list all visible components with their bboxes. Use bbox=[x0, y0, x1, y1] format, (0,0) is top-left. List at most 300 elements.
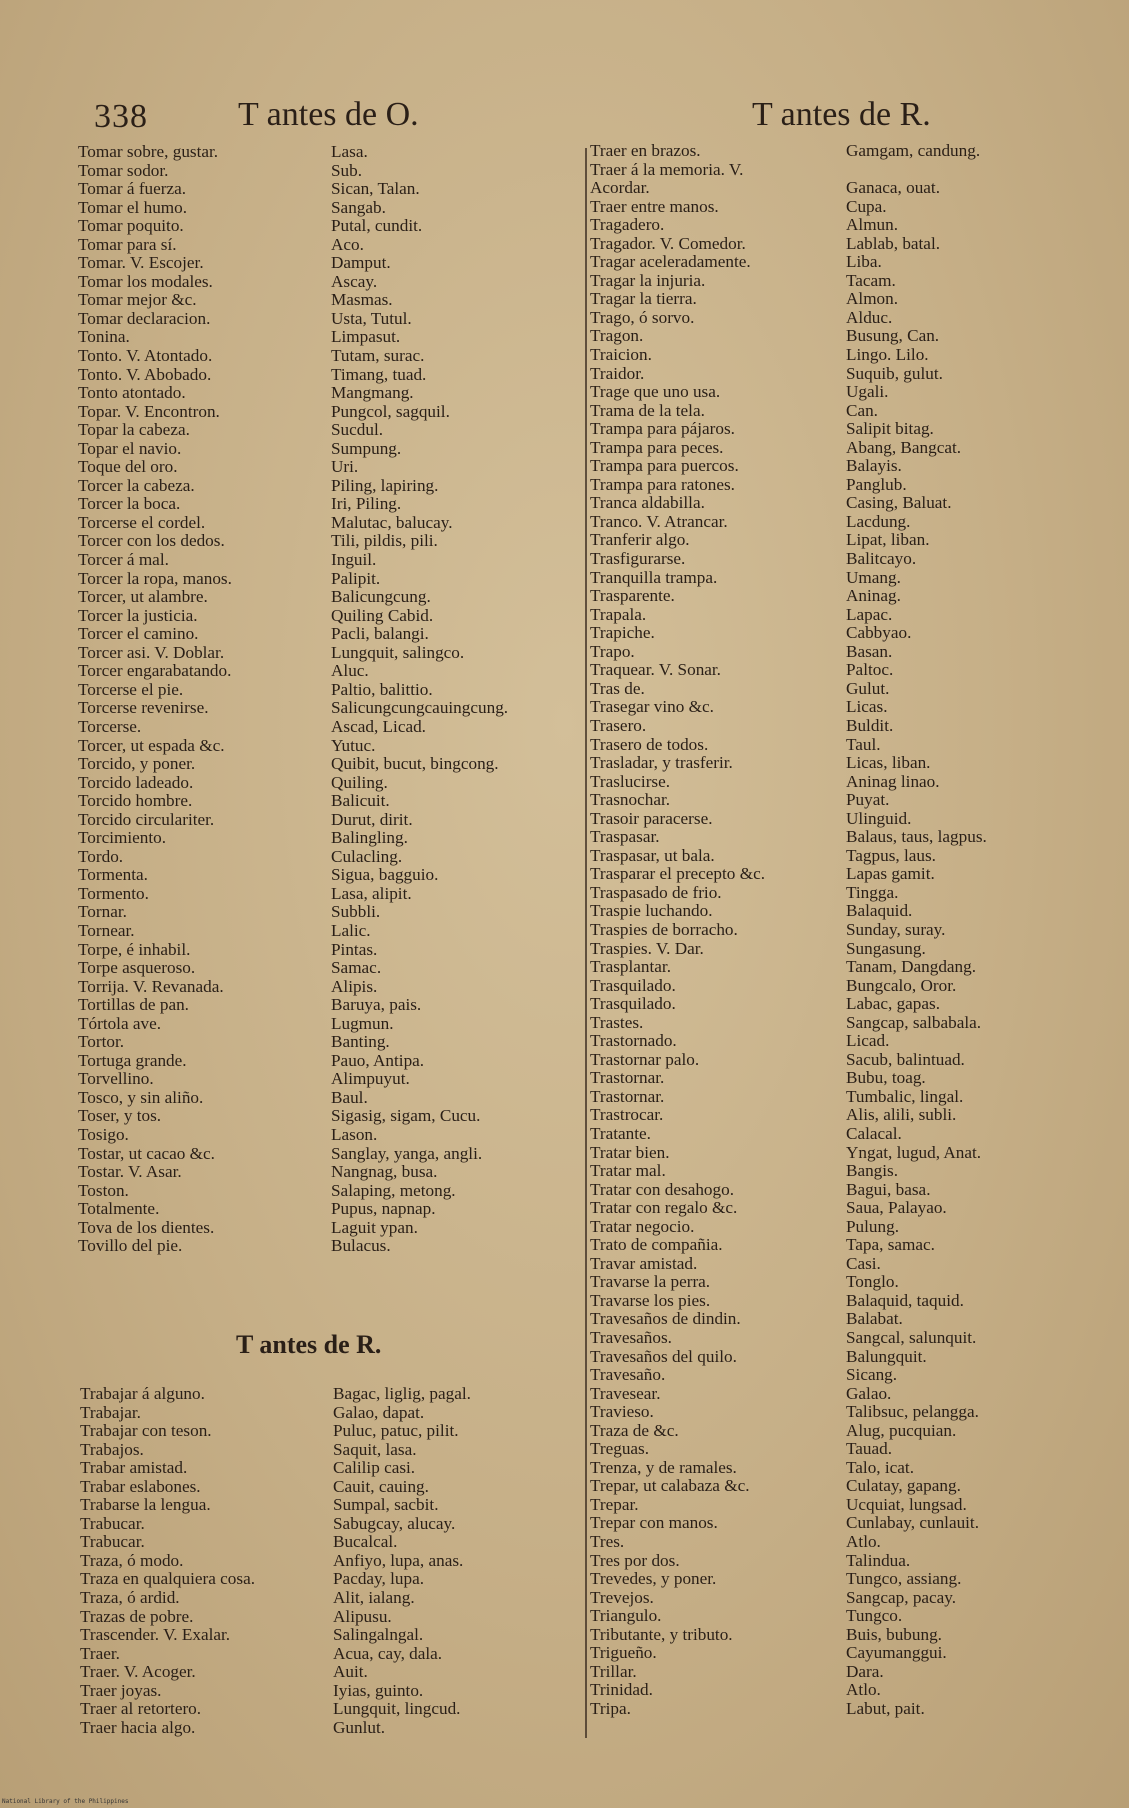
pampango-translation: Cupa. bbox=[846, 197, 887, 216]
dictionary-entry bbox=[78, 310, 578, 329]
pampango-translation: Ascad, Licad. bbox=[331, 717, 426, 736]
dictionary-entry bbox=[80, 1663, 580, 1682]
spanish-term: Tostar. V. Asar. bbox=[78, 1163, 182, 1182]
spanish-term: Travesaño. bbox=[590, 1366, 666, 1385]
spanish-term: Traer al retortero. bbox=[80, 1700, 202, 1719]
spanish-term: Trapo. bbox=[590, 642, 635, 661]
dictionary-entry bbox=[590, 1329, 1045, 1348]
pampango-translation: Quiling. bbox=[331, 773, 388, 792]
dictionary-entry bbox=[590, 1162, 1045, 1181]
pampango-translation bbox=[846, 161, 1045, 180]
dictionary-entry bbox=[78, 941, 578, 960]
spanish-term: Tratar bien. bbox=[590, 1143, 670, 1162]
spanish-term: Traer. bbox=[80, 1644, 120, 1663]
pampango-translation: Salingalngal. bbox=[333, 1626, 424, 1645]
left-bottom-entries bbox=[80, 1385, 580, 1737]
dictionary-entry bbox=[590, 550, 1045, 569]
spanish-term: Traicion. bbox=[590, 346, 652, 365]
pampango-translation: Putal, cundit. bbox=[331, 217, 423, 236]
pampango-translation: Auit. bbox=[333, 1663, 368, 1682]
pampango-translation: Salicungcungcauingcung. bbox=[331, 699, 509, 718]
dictionary-entry bbox=[80, 1626, 580, 1645]
pampango-translation: Cayumanggui. bbox=[846, 1644, 947, 1663]
spanish-term: Trasquilado. bbox=[590, 995, 676, 1014]
pampango-translation: Lason. bbox=[331, 1125, 378, 1144]
spanish-term: Traspasar, ut bala. bbox=[590, 846, 715, 865]
spanish-term: Tormenta. bbox=[78, 866, 148, 885]
pampango-translation: Lipat, liban. bbox=[846, 531, 930, 550]
dictionary-entry bbox=[590, 717, 1045, 736]
dictionary-entry bbox=[590, 1663, 1045, 1682]
spanish-term: Tosigo. bbox=[78, 1125, 129, 1144]
dictionary-entry bbox=[590, 142, 1045, 161]
pampango-translation: Bangis. bbox=[846, 1162, 899, 1181]
pampango-translation: Galao. bbox=[846, 1384, 892, 1403]
pampango-translation: Balitcayo. bbox=[846, 550, 917, 569]
spanish-term: Trabajos. bbox=[80, 1440, 144, 1459]
pampango-translation: Ucquiat, lungsad. bbox=[846, 1495, 967, 1514]
spanish-term: Trigueño. bbox=[590, 1644, 657, 1663]
spanish-term: Trastornar palo. bbox=[590, 1050, 700, 1069]
spanish-term: Traza, ó ardid. bbox=[80, 1589, 180, 1608]
spanish-term: Tranco. V. Atrancar. bbox=[590, 512, 728, 531]
pampango-translation: Aco. bbox=[331, 235, 364, 254]
spanish-term: Tranca aldabilla. bbox=[590, 494, 705, 513]
footer-credit: National Library of the Philippines bbox=[2, 1798, 129, 1805]
spanish-term: Tras de. bbox=[590, 679, 645, 698]
spanish-term: Trepar, ut calabaza &c. bbox=[590, 1477, 750, 1496]
spanish-term: Trenza, y de ramales. bbox=[590, 1458, 737, 1477]
pampango-translation: Tacam. bbox=[846, 271, 896, 290]
spanish-term: Torcer la cabeza. bbox=[78, 476, 195, 495]
pampango-translation: Pulung. bbox=[846, 1217, 900, 1236]
spanish-term: Tragar la tierra. bbox=[590, 290, 697, 309]
pampango-translation: Tungco, assiang. bbox=[846, 1570, 962, 1589]
column-divider bbox=[585, 148, 587, 1738]
spanish-term: Tragar la injuria. bbox=[590, 271, 706, 290]
pampango-translation: Tili, pildis, pili. bbox=[331, 532, 438, 551]
pampango-translation: Gunlut. bbox=[333, 1718, 386, 1737]
dictionary-entry bbox=[78, 236, 578, 255]
dictionary-entry bbox=[78, 495, 578, 514]
pampango-translation: Busung, Can. bbox=[846, 327, 940, 346]
left-heading: T antes de O. bbox=[238, 96, 419, 133]
pampango-translation: Banting. bbox=[331, 1033, 390, 1052]
dictionary-entry bbox=[78, 792, 578, 811]
spanish-term: Acordar. bbox=[590, 179, 650, 198]
spanish-term: Trasero. bbox=[590, 716, 647, 735]
spanish-term: Torpe asqueroso. bbox=[78, 959, 196, 978]
dictionary-entry bbox=[590, 1032, 1045, 1051]
dictionary-entry bbox=[78, 1033, 578, 1052]
spanish-term: Tripa. bbox=[590, 1699, 631, 1718]
spanish-term: Tomar declaracion. bbox=[78, 309, 211, 328]
spanish-term: Trampa para puercos. bbox=[590, 457, 739, 476]
spanish-term: Torcido hombre. bbox=[78, 792, 193, 811]
pampango-translation: Culatay, gapang. bbox=[846, 1477, 961, 1496]
pampango-translation: Puyat. bbox=[846, 791, 890, 810]
pampango-translation: Iri, Piling. bbox=[331, 495, 402, 514]
spanish-term: Tratar con desahogo. bbox=[590, 1180, 734, 1199]
spanish-term: Tórtola ave. bbox=[78, 1014, 162, 1033]
spanish-term: Tortuga grande. bbox=[78, 1051, 187, 1070]
spanish-term: Traer hacia algo. bbox=[80, 1718, 196, 1737]
spanish-term: Trabucar. bbox=[80, 1514, 145, 1533]
spanish-term: Trabar eslabones. bbox=[80, 1477, 201, 1496]
spanish-term: Trasnochar. bbox=[590, 791, 671, 810]
dictionary-entry bbox=[80, 1496, 580, 1515]
dictionary-entry bbox=[78, 662, 578, 681]
dictionary-entry bbox=[590, 513, 1045, 532]
spanish-term: Travesaños de dindin. bbox=[590, 1310, 741, 1329]
dictionary-entry bbox=[78, 1237, 578, 1256]
dictionary-entry bbox=[590, 810, 1045, 829]
dictionary-entry bbox=[590, 1514, 1045, 1533]
dictionary-entry bbox=[78, 996, 578, 1015]
spanish-term: Tres por dos. bbox=[590, 1551, 680, 1570]
dictionary-entry bbox=[590, 1681, 1045, 1700]
spanish-term: Tomar sobre, gustar. bbox=[78, 143, 219, 161]
dictionary-entry bbox=[590, 587, 1045, 606]
pampango-translation: Laguit ypan. bbox=[331, 1218, 418, 1237]
spanish-term: Tosco, y sin aliño. bbox=[78, 1088, 204, 1107]
pampango-translation: Yngat, lugud, Anat. bbox=[846, 1143, 982, 1162]
pampango-translation: Tanam, Dangdang. bbox=[846, 958, 977, 977]
pampango-translation: Buis, bubung. bbox=[846, 1625, 942, 1644]
pampango-translation: Liba. bbox=[846, 253, 882, 272]
spanish-term: Trasladar, y trasferir. bbox=[590, 754, 733, 773]
pampango-translation: Alimpuyut. bbox=[331, 1070, 410, 1089]
spanish-term: Torcer con los dedos. bbox=[78, 532, 225, 551]
dictionary-entry bbox=[590, 420, 1045, 439]
dictionary-entry bbox=[78, 366, 578, 385]
dictionary-entry bbox=[80, 1385, 580, 1404]
pampango-translation: Licas, liban. bbox=[846, 754, 931, 773]
spanish-term: Trago, ó sorvo. bbox=[590, 308, 695, 327]
dictionary-entry bbox=[590, 476, 1045, 495]
pampango-translation: Baruya, pais. bbox=[331, 996, 422, 1015]
pampango-translation: Labac, gapas. bbox=[846, 995, 941, 1014]
spanish-term: Tortor. bbox=[78, 1033, 125, 1052]
spanish-term: Trillar. bbox=[590, 1662, 637, 1681]
spanish-term: Trabucar. bbox=[80, 1533, 145, 1552]
pampango-translation: Ulinguid. bbox=[846, 809, 912, 828]
spanish-term: Trastes. bbox=[590, 1013, 644, 1032]
pampango-translation: Yutuc. bbox=[331, 736, 376, 755]
dictionary-entry bbox=[590, 457, 1045, 476]
dictionary-entry bbox=[80, 1645, 580, 1664]
spanish-term: Trasoir paracerse. bbox=[590, 809, 713, 828]
spanish-term: Torcer la justicia. bbox=[78, 606, 198, 625]
dictionary-entry bbox=[78, 1070, 578, 1089]
dictionary-entry bbox=[80, 1570, 580, 1589]
pampango-translation: Balicuit. bbox=[331, 792, 390, 811]
pampango-translation: Galao, dapat. bbox=[333, 1403, 425, 1422]
dictionary-entry bbox=[78, 978, 578, 997]
dictionary-entry bbox=[80, 1422, 580, 1441]
dictionary-entry bbox=[78, 384, 578, 403]
pampango-translation: Balabat. bbox=[846, 1310, 903, 1329]
dictionary-entry bbox=[590, 439, 1045, 458]
spanish-term: Tomar á fuerza. bbox=[78, 180, 187, 199]
spanish-term: Torcer la ropa, manos. bbox=[78, 569, 232, 588]
spanish-term: Torpe, é inhabil. bbox=[78, 940, 191, 959]
dictionary-entry bbox=[78, 1145, 578, 1164]
pampango-translation: Culacling. bbox=[331, 847, 403, 866]
dictionary-entry bbox=[78, 217, 578, 236]
spanish-term: Trasplantar. bbox=[590, 958, 672, 977]
dictionary-entry bbox=[590, 624, 1045, 643]
dictionary-entry bbox=[590, 1348, 1045, 1367]
spanish-term: Trasfigurarse. bbox=[590, 550, 686, 569]
pampango-translation: Iyias, guinto. bbox=[333, 1681, 424, 1700]
pampango-translation: Aluc. bbox=[331, 662, 369, 681]
pampango-translation: Pintas. bbox=[331, 940, 378, 959]
spanish-term: Trastornar. bbox=[590, 1069, 665, 1088]
pampango-translation: Tapa, samac. bbox=[846, 1236, 935, 1255]
spanish-term: Travarse los pies. bbox=[590, 1291, 711, 1310]
dictionary-entry bbox=[80, 1441, 580, 1460]
pampango-translation: Cauit, cauing. bbox=[333, 1477, 429, 1496]
dictionary-entry bbox=[590, 828, 1045, 847]
spanish-term: Tonto. V. Abobado. bbox=[78, 365, 212, 384]
dictionary-entry bbox=[80, 1700, 580, 1719]
dictionary-entry bbox=[590, 327, 1045, 346]
dictionary-entry bbox=[590, 921, 1045, 940]
spanish-term: Tortillas de pan. bbox=[78, 996, 189, 1015]
dictionary-entry bbox=[80, 1552, 580, 1571]
dictionary-entry bbox=[80, 1459, 580, 1478]
pampango-translation: Lasa. bbox=[331, 143, 368, 161]
spanish-term: Tragador. V. Comedor. bbox=[590, 234, 746, 253]
pampango-translation: Abang, Bangcat. bbox=[846, 438, 962, 457]
dictionary-entry bbox=[590, 1088, 1045, 1107]
pampango-translation: Baul. bbox=[331, 1088, 368, 1107]
pampango-translation: Cunlabay, cunlauit. bbox=[846, 1514, 980, 1533]
spanish-term: Tragadero. bbox=[590, 216, 665, 235]
spanish-term: Trabajar con teson. bbox=[80, 1422, 212, 1441]
spanish-term: Travieso. bbox=[590, 1403, 654, 1422]
pampango-translation: Alug, pucquian. bbox=[846, 1421, 957, 1440]
pampango-translation: Quiling Cabid. bbox=[331, 606, 434, 625]
spanish-term: Torcido ladeado. bbox=[78, 773, 194, 792]
pampango-translation: Pacli, balangi. bbox=[331, 625, 429, 644]
pampango-translation: Can. bbox=[846, 401, 878, 420]
dictionary-entry bbox=[78, 551, 578, 570]
spanish-term: Trabar amistad. bbox=[80, 1459, 188, 1478]
dictionary-entry bbox=[590, 1255, 1045, 1274]
spanish-term: Traspie luchando. bbox=[590, 902, 713, 921]
dictionary-entry bbox=[590, 606, 1045, 625]
spanish-term: Trepar con manos. bbox=[590, 1514, 718, 1533]
dictionary-entry bbox=[590, 754, 1045, 773]
pampango-translation: Balaquid. bbox=[846, 902, 913, 921]
pampango-translation: Inguil. bbox=[331, 551, 377, 570]
dictionary-entry bbox=[590, 1589, 1045, 1608]
pampango-translation: Sangcap, pacay. bbox=[846, 1588, 957, 1607]
dictionary-entry bbox=[78, 440, 578, 459]
spanish-term: Traer á la memoria. V. bbox=[590, 160, 744, 179]
pampango-translation: Casing, Baluat. bbox=[846, 494, 952, 513]
spanish-term: Tragon. bbox=[590, 327, 644, 346]
dictionary-entry bbox=[590, 1273, 1045, 1292]
pampango-translation: Nangnag, busa. bbox=[331, 1163, 438, 1182]
dictionary-entry bbox=[590, 1069, 1045, 1088]
right-column-entries bbox=[590, 142, 1045, 1718]
spanish-term: Torcerse. bbox=[78, 717, 142, 736]
dictionary-entry bbox=[78, 143, 578, 162]
pampango-translation: Talindua. bbox=[846, 1551, 911, 1570]
spanish-term: Tonto. V. Atontado. bbox=[78, 347, 213, 366]
dictionary-entry bbox=[590, 940, 1045, 959]
dictionary-entry bbox=[590, 1051, 1045, 1070]
pampango-translation: Mangmang. bbox=[331, 384, 414, 403]
spanish-term: Trepar. bbox=[590, 1495, 639, 1514]
dictionary-entry bbox=[590, 1552, 1045, 1571]
spanish-term: Torcer á mal. bbox=[78, 551, 169, 570]
dictionary-entry bbox=[80, 1533, 580, 1552]
spanish-term: Tomar los modales. bbox=[78, 272, 213, 291]
pampango-translation: Cabbyao. bbox=[846, 624, 912, 643]
dictionary-entry bbox=[80, 1515, 580, 1534]
pampango-translation: Tumbalic, lingal. bbox=[846, 1087, 964, 1106]
pampango-translation: Balaus, taus, lagpus. bbox=[846, 828, 987, 847]
dictionary-entry bbox=[590, 1496, 1045, 1515]
right-heading: T antes de R. bbox=[752, 96, 931, 133]
spanish-term: Traza, ó modo. bbox=[80, 1551, 184, 1570]
dictionary-entry bbox=[78, 1089, 578, 1108]
pampango-translation: Sumpal, sacbit. bbox=[333, 1496, 439, 1515]
spanish-term: Tomar poquito. bbox=[78, 217, 184, 236]
pampango-translation: Atlo. bbox=[846, 1681, 881, 1700]
pampango-translation: Almun. bbox=[846, 216, 899, 235]
pampango-translation: Piling, lapiring. bbox=[331, 476, 439, 495]
pampango-translation: Usta, Tutul. bbox=[331, 309, 412, 328]
pampango-translation: Almon. bbox=[846, 290, 899, 309]
spanish-term: Trapala. bbox=[590, 605, 647, 624]
spanish-term: Trevedes, y poner. bbox=[590, 1570, 717, 1589]
dictionary-entry bbox=[590, 847, 1045, 866]
pampango-translation: Durut, dirit. bbox=[331, 810, 413, 829]
dictionary-entry bbox=[590, 1607, 1045, 1626]
dictionary-entry bbox=[78, 885, 578, 904]
pampango-translation: Alit, ialang. bbox=[333, 1589, 415, 1608]
spanish-term: Topar el navio. bbox=[78, 439, 182, 458]
pampango-translation: Calilip casi. bbox=[333, 1459, 416, 1478]
pampango-translation: Tagpus, laus. bbox=[846, 846, 936, 865]
dictionary-entry bbox=[78, 829, 578, 848]
dictionary-entry bbox=[78, 1107, 578, 1126]
spanish-term: Travesear. bbox=[590, 1384, 661, 1403]
dictionary-entry bbox=[78, 403, 578, 422]
pampango-translation: Lablab, batal. bbox=[846, 234, 941, 253]
dictionary-entry bbox=[78, 681, 578, 700]
pampango-translation: Paltio, balittio. bbox=[331, 680, 433, 699]
pampango-translation: Saua, Palayao. bbox=[846, 1199, 947, 1218]
dictionary-entry bbox=[78, 1200, 578, 1219]
spanish-term: Travesaños. bbox=[590, 1329, 672, 1347]
dictionary-entry bbox=[78, 254, 578, 273]
pampango-translation: Lungquit, salingco. bbox=[331, 643, 465, 662]
spanish-term: Torrija. V. Revanada. bbox=[78, 977, 224, 996]
pampango-translation: Umang. bbox=[846, 568, 901, 587]
spanish-term: Tratante. bbox=[590, 1124, 651, 1143]
pampango-translation: Tingga. bbox=[846, 883, 899, 902]
dictionary-entry bbox=[590, 531, 1045, 550]
dictionary-entry bbox=[590, 1385, 1045, 1404]
spanish-term: Trampa para pájaros. bbox=[590, 420, 735, 439]
dictionary-entry bbox=[590, 643, 1045, 662]
dictionary-entry bbox=[78, 291, 578, 310]
dictionary-entry bbox=[80, 1682, 580, 1701]
pampango-translation: Pupus, napnap. bbox=[331, 1200, 436, 1219]
pampango-translation: Sangcap, salbabala. bbox=[846, 1013, 982, 1032]
dictionary-entry bbox=[590, 902, 1045, 921]
pampango-translation: Casi. bbox=[846, 1254, 881, 1273]
pampango-translation: Alipis. bbox=[331, 977, 378, 996]
pampango-translation: Alis, alili, subli. bbox=[846, 1106, 957, 1125]
spanish-term: Traer joyas. bbox=[80, 1681, 162, 1700]
dictionary-entry bbox=[590, 698, 1045, 717]
dictionary-entry bbox=[590, 1292, 1045, 1311]
pampango-translation: Talo, icat. bbox=[846, 1458, 914, 1477]
dictionary-entry bbox=[78, 570, 578, 589]
spanish-term: Traer. V. Acoger. bbox=[80, 1663, 196, 1682]
dictionary-entry bbox=[590, 1199, 1045, 1218]
pampango-translation: Taul. bbox=[846, 735, 881, 754]
pampango-translation: Masmas. bbox=[331, 291, 393, 310]
dictionary-entry bbox=[590, 680, 1045, 699]
pampango-translation: Licad. bbox=[846, 1032, 890, 1051]
spanish-term: Trasparente. bbox=[590, 587, 675, 606]
spanish-term: Trampa para peces. bbox=[590, 438, 724, 457]
dictionary-entry bbox=[590, 1459, 1045, 1478]
dictionary-entry bbox=[78, 328, 578, 347]
pampango-translation: Sigasig, sigam, Cucu. bbox=[331, 1107, 481, 1126]
dictionary-entry bbox=[590, 995, 1045, 1014]
pampango-translation: Talibsuc, pelangga. bbox=[846, 1403, 979, 1422]
page-number: 338 bbox=[94, 98, 148, 135]
pampango-translation: Balicungcung. bbox=[331, 588, 431, 607]
dictionary-entry bbox=[590, 161, 1045, 180]
pampango-translation: Bungcalo, Oror. bbox=[846, 976, 957, 995]
dictionary-entry bbox=[590, 865, 1045, 884]
dictionary-entry bbox=[590, 569, 1045, 588]
dictionary-entry bbox=[590, 494, 1045, 513]
spanish-term: Traer entre manos. bbox=[590, 197, 719, 216]
spanish-term: Tranferir algo. bbox=[590, 531, 690, 550]
pampango-translation: Ascay. bbox=[331, 272, 378, 291]
spanish-term: Tornar. bbox=[78, 903, 127, 922]
pampango-translation: Lasa, alipit. bbox=[331, 884, 412, 903]
spanish-term: Toque del oro. bbox=[78, 458, 178, 477]
left-column-entries bbox=[78, 143, 578, 1256]
pampango-translation: Aninag. bbox=[846, 587, 901, 606]
dictionary-entry bbox=[78, 903, 578, 922]
dictionary-entry bbox=[590, 1125, 1045, 1144]
spanish-term: Trampa para ratones. bbox=[590, 475, 735, 494]
pampango-translation: Ugali. bbox=[846, 383, 889, 402]
spanish-term: Trasparar el precepto &c. bbox=[590, 865, 765, 884]
pampango-translation: Quibit, bucut, bingcong. bbox=[331, 755, 499, 774]
pampango-translation: Paltoc. bbox=[846, 661, 894, 680]
pampango-translation: Acua, cay, dala. bbox=[333, 1644, 443, 1663]
dictionary-entry bbox=[78, 1015, 578, 1034]
pampango-translation: Pacday, lupa. bbox=[333, 1570, 424, 1589]
pampango-translation: Sabugcay, alucay. bbox=[333, 1514, 456, 1533]
dictionary-entry bbox=[78, 774, 578, 793]
dictionary-entry bbox=[78, 477, 578, 496]
